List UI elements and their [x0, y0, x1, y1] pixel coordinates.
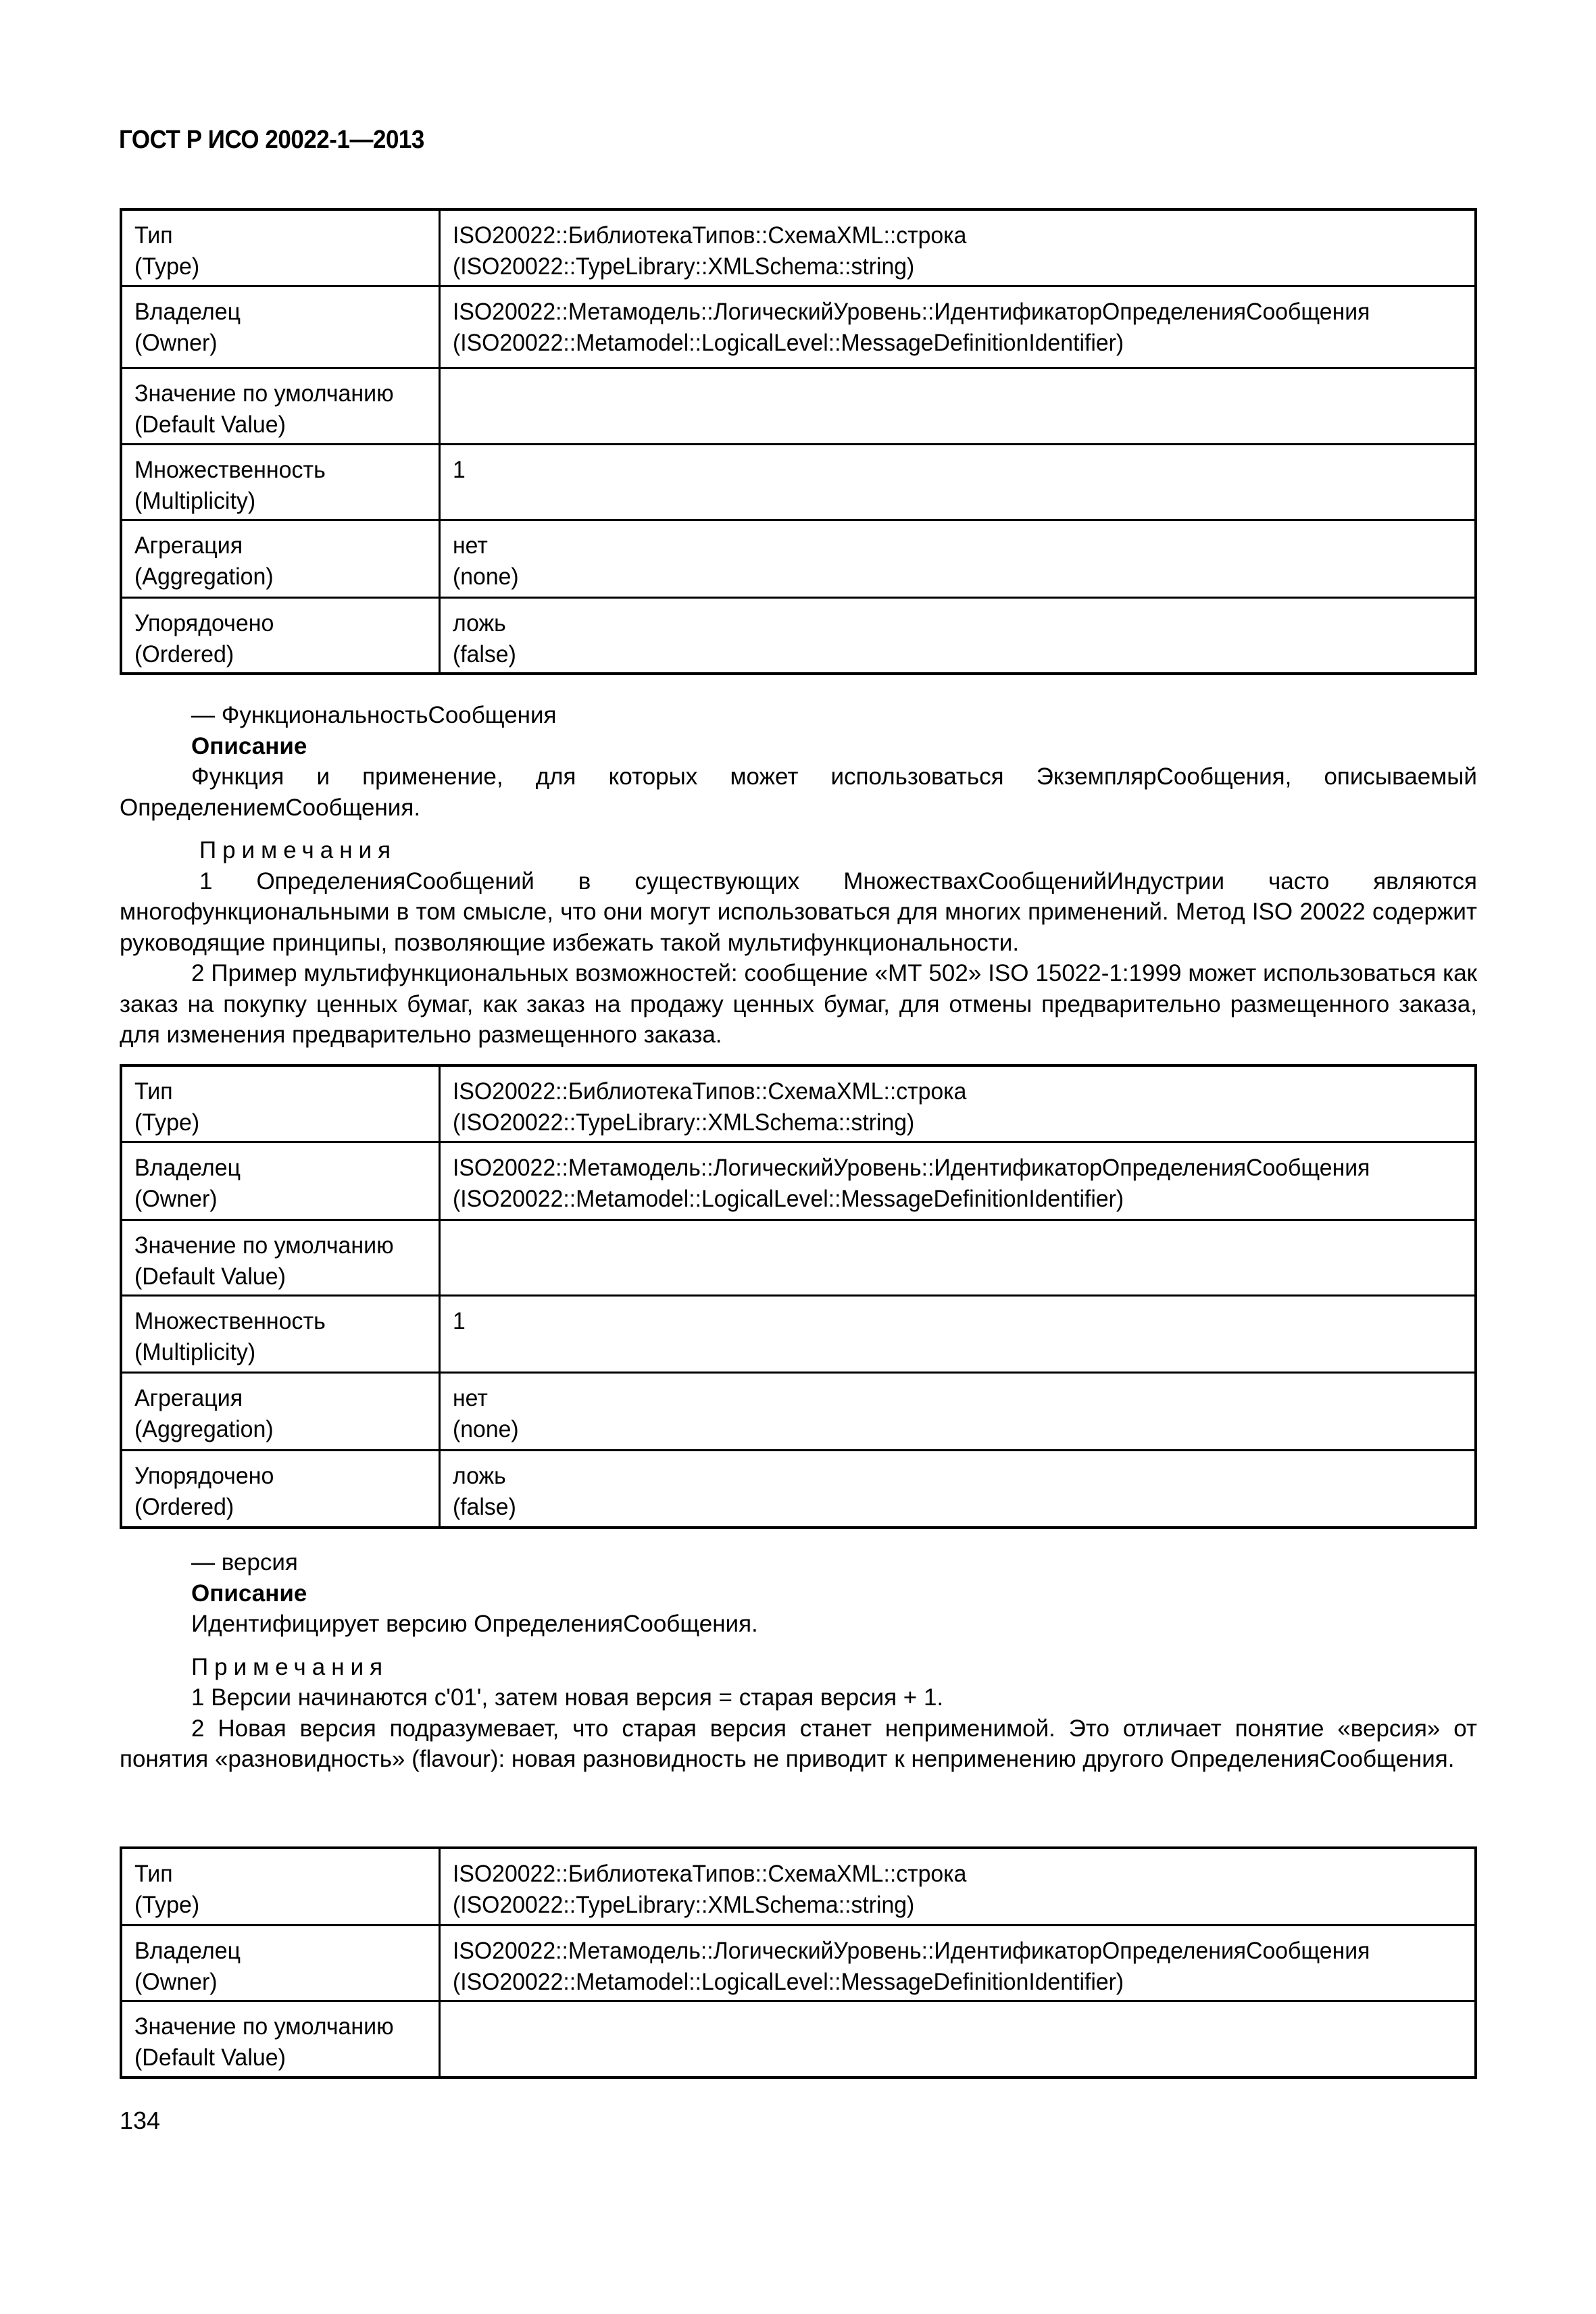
table-key-cell — [121, 1295, 439, 1372]
value-text: ISO20022::БиблиотекаТипов::СхемаXML::строка — [452, 1861, 966, 1887]
key-label-en: (Multiplicity) — [134, 1338, 256, 1365]
table-row-ordered — [121, 1450, 1476, 1528]
key-label-en: (Default Value) — [134, 411, 286, 438]
table-value-cell — [439, 286, 1476, 368]
table-key-cell — [121, 286, 439, 368]
note-1: 1 ОпределенияСообщений в существующих МножествахСообщенийИндустрии часто являются многофункциональными в том смысле, что они могут использоваться для многих применений. Метод ISO 20022 содержит руководящие принципы, позволяющие избежать такой мультифункциональности. — [120, 867, 1477, 956]
description-heading: Описание — [191, 1580, 307, 1607]
value-text: ложь — [452, 609, 506, 636]
table-value-cell — [439, 597, 1476, 674]
table-row-default-value — [121, 2001, 1476, 2078]
page-number: 134 — [120, 2107, 161, 2134]
key-label: Упорядочено — [134, 609, 274, 636]
table-value-cell — [439, 444, 1476, 520]
table-row-owner — [121, 286, 1476, 368]
table-key-cell — [121, 368, 439, 444]
key-label: Упорядочено — [134, 1462, 274, 1489]
value-text-en: (ISO20022::Metamodel::LogicalLevel::MessageDefinitionIdentifier) — [452, 329, 1124, 356]
table-key-cell — [121, 1065, 439, 1142]
note-1: 1 Версии начинаются с'01', затем новая версия = старая версия + 1. — [191, 1684, 944, 1711]
value-text: ISO20022::БиблиотекаТипов::СхемаXML::строка — [452, 222, 966, 249]
item-title: — ФункциональностьСообщения — [191, 702, 557, 728]
value-text-en: (false) — [452, 640, 516, 668]
key-label-en: (Aggregation) — [134, 1415, 274, 1442]
table-value-cell — [439, 1925, 1476, 2001]
table-row-owner — [121, 1925, 1476, 2001]
table-key-cell — [121, 520, 439, 597]
key-label: Значение по умолчанию — [134, 1232, 394, 1259]
key-label-en: (Ordered) — [134, 1493, 234, 1520]
table-row-type — [121, 209, 1476, 286]
value-text: ISO20022::БиблиотекаТипов::СхемаXML::строка — [452, 1078, 966, 1105]
table-key-cell — [121, 597, 439, 674]
table-value-cell — [439, 520, 1476, 597]
value-text-en: (ISO20022::Metamodel::LogicalLevel::MessageDefinitionIdentifier) — [452, 1968, 1124, 1995]
value-text: нет — [452, 532, 488, 559]
section-version — [120, 1547, 1477, 1775]
key-label: Владелец — [134, 1154, 241, 1181]
key-label-en: (Owner) — [134, 1968, 218, 1995]
table-row-multiplicity — [121, 444, 1476, 520]
key-label: Тип — [134, 1861, 173, 1887]
key-label-en: (Default Value) — [134, 1263, 286, 1290]
item-title: — версия — [191, 1549, 298, 1576]
key-label-en: (Type) — [134, 1109, 200, 1136]
value-text: ISO20022::Метамодель::ЛогическийУровень::ИдентификаторОпределенияСообщения — [452, 1154, 1370, 1181]
value-text: нет — [452, 1384, 488, 1411]
table-row-multiplicity — [121, 1295, 1476, 1372]
key-label-en: (Aggregation) — [134, 563, 274, 590]
key-label-en: (Type) — [134, 1892, 200, 1918]
key-label: Владелец — [134, 1937, 241, 1964]
section-message-functionality — [120, 700, 1477, 1051]
key-label-en: (Owner) — [134, 1185, 218, 1212]
key-label-en: (Type) — [134, 253, 200, 280]
property-table-1 — [120, 208, 1477, 675]
table-key-cell — [121, 209, 439, 286]
table-value-cell — [439, 1295, 1476, 1372]
description-heading: Описание — [191, 732, 307, 759]
table-key-cell — [121, 1450, 439, 1528]
table-key-cell — [121, 444, 439, 520]
value-text-en: (ISO20022::TypeLibrary::XMLSchema::string) — [452, 1892, 914, 1918]
value-text: ISO20022::Метамодель::ЛогическийУровень::ИдентификаторОпределенияСообщения — [452, 1937, 1370, 1964]
key-label: Тип — [134, 222, 173, 249]
value-text-en: (none) — [452, 1415, 519, 1442]
table-key-cell — [121, 2001, 439, 2078]
table-key-cell — [121, 1925, 439, 2001]
key-label-en: (Multiplicity) — [134, 487, 256, 514]
table-key-cell — [121, 1372, 439, 1450]
description-text: Идентифицирует версию ОпределенияСообщения. — [191, 1611, 758, 1637]
key-label: Агрегация — [134, 532, 243, 559]
key-label: Множественность — [134, 1307, 326, 1334]
value-text: ложь — [452, 1462, 506, 1489]
table-value-cell — [439, 2001, 1476, 2078]
table-value-cell — [439, 1372, 1476, 1450]
table-key-cell — [121, 1219, 439, 1295]
value-text-en: (ISO20022::TypeLibrary::XMLSchema::string) — [452, 253, 914, 280]
key-label: Тип — [134, 1078, 173, 1105]
table-value-cell — [439, 1142, 1476, 1219]
table-row-aggregation — [121, 1372, 1476, 1450]
value-text-en: (none) — [452, 563, 519, 590]
notes-heading: Примечания — [199, 837, 397, 863]
table-row-ordered — [121, 597, 1476, 674]
table-value-cell — [439, 1219, 1476, 1295]
key-label: Множественность — [134, 456, 326, 483]
key-label: Владелец — [134, 298, 241, 325]
value-text-en: (ISO20022::TypeLibrary::XMLSchema::string) — [452, 1109, 914, 1136]
document-header: ГОСТ Р ИСО 20022-1—2013 — [119, 126, 424, 154]
value-text-en: (false) — [452, 1493, 516, 1520]
key-label: Значение по умолчанию — [134, 380, 394, 407]
table-row-default-value — [121, 368, 1476, 444]
table-key-cell — [121, 1848, 439, 1925]
table-value-cell — [439, 1065, 1476, 1142]
table-row-type — [121, 1848, 1476, 1925]
table-row-type — [121, 1065, 1476, 1142]
table-row-owner — [121, 1142, 1476, 1219]
value-text: 1 — [452, 456, 466, 483]
table-row-default-value — [121, 1219, 1476, 1295]
value-text-en: (ISO20022::Metamodel::LogicalLevel::MessageDefinitionIdentifier) — [452, 1185, 1124, 1212]
note-2: 2 Новая версия подразумевает, что старая версия станет неприменимой. Это отличает понятие «версия» от понятия «разновидность» (flavour): новая разновидность не приводит к неприменению другого ОпределенияСообщения. — [120, 1715, 1477, 1772]
key-label: Значение по умолчанию — [134, 2013, 394, 2040]
property-table-3 — [120, 1846, 1477, 2079]
key-label-en: (Default Value) — [134, 2044, 286, 2071]
property-table-2 — [120, 1064, 1477, 1529]
description-text: Функция и применение, для которых может использоваться ЭкземплярСообщения, описываемый ОпределениемСообщения. — [120, 763, 1477, 821]
table-value-cell — [439, 368, 1476, 444]
note-2: 2 Пример мультифункциональных возможностей: сообщение «МТ 502» ISO 15022-1:1999 может использоваться как заказ на покупку ценных бумаг, как заказ на продажу ценных бумаг, для отмены предварительно размещенного заказа, для изменения предварительно размещенного заказа. — [120, 960, 1477, 1048]
key-label-en: (Ordered) — [134, 640, 234, 668]
table-row-aggregation — [121, 520, 1476, 597]
table-value-cell — [439, 1848, 1476, 1925]
table-value-cell — [439, 1450, 1476, 1528]
table-key-cell — [121, 1142, 439, 1219]
notes-heading: Примечания — [191, 1653, 389, 1680]
value-text: ISO20022::Метамодель::ЛогическийУровень::ИдентификаторОпределенияСообщения — [452, 298, 1370, 325]
value-text: 1 — [452, 1307, 466, 1334]
key-label: Агрегация — [134, 1384, 243, 1411]
key-label-en: (Owner) — [134, 329, 218, 356]
table-value-cell — [439, 209, 1476, 286]
